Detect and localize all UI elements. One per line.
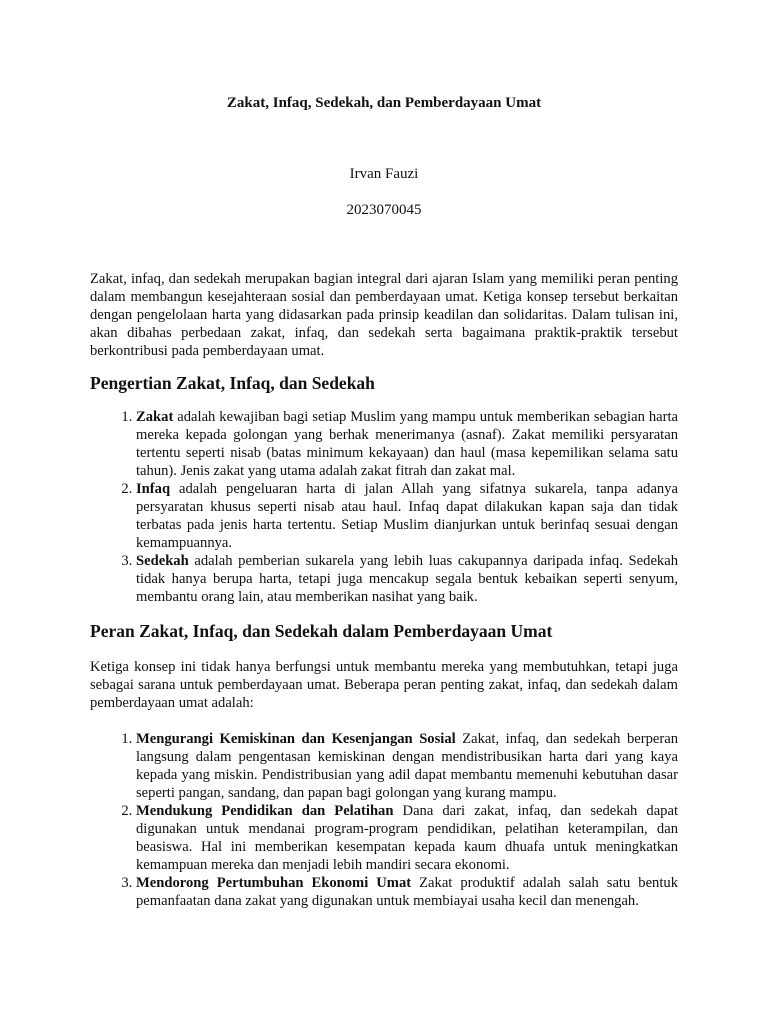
list-item: [136, 408, 678, 480]
list-item-text: Dana dari zakat, infaq, dan sedekah dapat digunakan untuk mendanai program-program pendidikan, pelatihan keterampilan, dan beasiswa. Hal ini memberikan kesempatan kepada kaum dhuafa untuk meningkatkan kemampuan mereka dan menjadi lebih mandiri secara ekonomi.: [136, 803, 679, 873]
list-item-term: Mengurangi Kemiskinan dan Kesenjangan Sosial: [136, 731, 456, 747]
list-item-text: adalah pengeluaran harta di jalan Allah yang sifatnya sukarela, tanpa adanya persyaratan khusus seperti nisab atau haul. Infaq dapat dilakukan kapan saja dan tidak terbatas pada jenis harta tertentu. Setiap Muslim dianjurkan untuk berinfaq sesuai dengan kemampuannya.: [136, 481, 678, 551]
list-item-term: Infaq: [136, 481, 171, 497]
list-item-text: adalah kewajiban bagi setiap Muslim yang mampu untuk memberikan sebagian harta mereka kepada golongan yang berhak menerimanya (asnaf). Zakat memiliki persyaratan tertentu seperti nisab (batas minimum kekayaan) dan haul (masa kepemilikan selama satu tahun). Jenis zakat yang utama adalah zakat fitrah dan zakat mal.: [136, 409, 678, 479]
list-item: [136, 480, 678, 552]
document-body: [90, 270, 678, 910]
intro-paragraph: Zakat, infaq, dan sedekah merupakan bagian integral dari ajaran Islam yang memiliki peran penting dalam membangun kesejahteraan sosial dan pemberdayaan umat. Ketiga konsep tersebut berkaitan dengan pengelolaan harta yang didasarkan pada prinsip keadilan dan solidaritas. Dalam tulisan ini, akan dibahas perbedaan zakat, infaq, dan sedekah serta bagaimana praktik-praktik tersebut berkontribusi pada pemberdayaan umat.: [90, 271, 678, 359]
list-item: [136, 552, 678, 606]
section-heading-definitions: Pengertian Zakat, Infaq, dan Sedekah: [90, 373, 375, 393]
section-heading-roles: Peran Zakat, Infaq, dan Sedekah dalam Pemberdayaan Umat: [90, 621, 553, 641]
list-item-text: Zakat, infaq, dan sedekah berperan langsung dalam pengentasan kemiskinan dengan mendistribusikan harta dari yang kaya kepada yang miskin. Pendistribusian yang adil dapat membantu memenuhi kebutuhan dasar seperti pangan, sandang, dan papan bagi golongan yang kurang mampu.: [136, 731, 678, 801]
list-item-term: Mendorong Pertumbuhan Ekonomi Umat: [136, 875, 412, 891]
list-item: [136, 802, 678, 874]
roles-intro-paragraph: Ketiga konsep ini tidak hanya berfungsi untuk membantu mereka yang membutuhkan, tetapi juga sebagai sarana untuk pemberdayaan umat. Beberapa peran penting zakat, infaq, dan sedekah dalam pemberdayaan umat adalah:: [90, 659, 678, 711]
list-item-text: Zakat produktif adalah salah satu bentuk pemanfaatan dana zakat yang digunakan untuk membiayai usaha kecil dan menengah.: [136, 875, 678, 909]
list-item-text: adalah pemberian sukarela yang lebih luas cakupannya daripada infaq. Sedekah tidak hanya berupa harta, tetapi juga mencakup segala bentuk kebaikan seperti senyum, membantu orang lain, atau memberikan nasihat yang baik.: [136, 553, 678, 605]
list-item-term: Mendukung Pendidikan dan Pelatihan: [136, 803, 394, 819]
student-id: 2023070045: [346, 202, 422, 218]
list-item-term: Zakat: [136, 409, 174, 425]
definitions-list: [90, 408, 678, 606]
list-item: [136, 874, 678, 910]
roles-list: [90, 730, 678, 910]
list-item: [136, 730, 678, 802]
paragraph-spacer: [90, 712, 678, 730]
author-name: Irvan Fauzi: [349, 166, 419, 182]
list-item-term: Sedekah: [136, 553, 189, 569]
document-title: Zakat, Infaq, Sedekah, dan Pemberdayaan Umat: [226, 95, 542, 111]
